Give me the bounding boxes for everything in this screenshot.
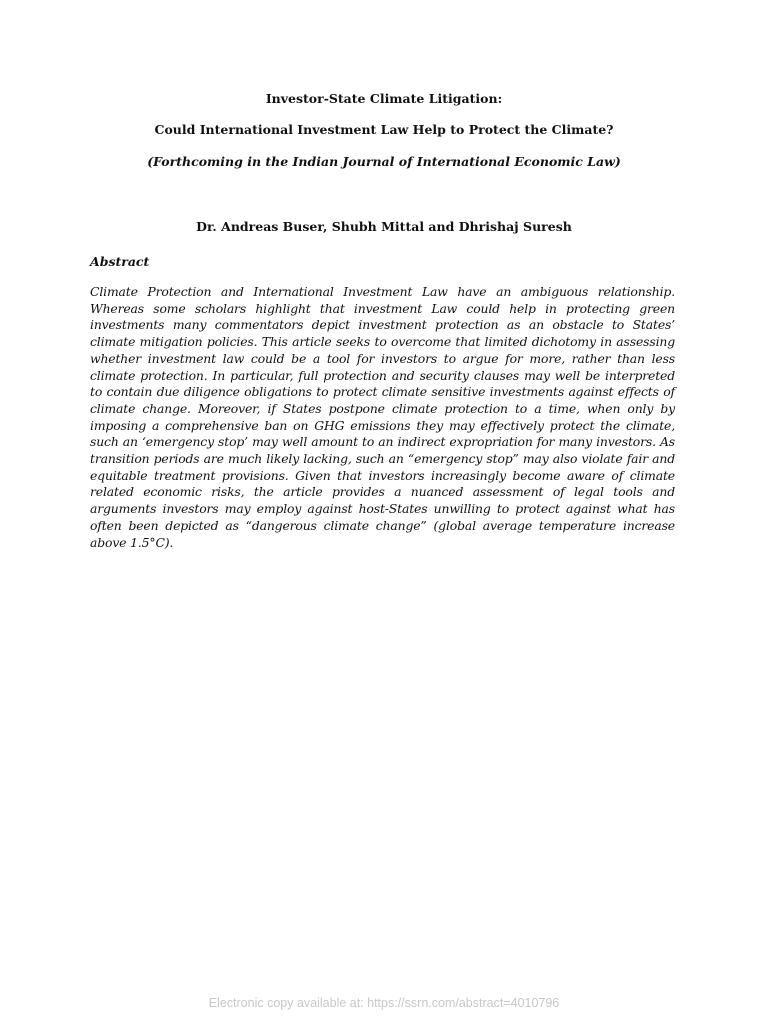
abstract-heading: Abstract (90, 254, 150, 269)
abstract-body: Climate Protection and International Investment Law have an ambiguous relationship. Whereas some scholars highlight that investment Law could help in protecting green investments many commentators depict investment protection as an obstacle to States’ climate mitigation policies. This article seeks to overcome that limited dichotomy in assessing whether investment law could be a tool for investors to argue for more, rather than less climate protection. In particular, full protection and security clauses may well be interpreted to contain due diligence obligations to protect climate sensitive investments against effects of climate change. Moreover, if States postpone climate protection to a time, when only by imposing a comprehensive ban on GHG emissions they may effectively protect the climate, such an ‘emergency stop’ may well amount to an indirect expropriation for many investors. As transition periods are much likely lacking, such an “emergency stop” may also violate fair and equitable treatment provisions. Given that investors increasingly become aware of climate related economic risks, the article provides a nuanced assessment of legal tools and arguments investors may employ against host-States unwilling to protect against what has often been depicted as “dangerous climate change” (global average temperature increase above 1.5°C). (90, 284, 675, 550)
authors: Dr. Andreas Buser, Shubh Mittal and Dhrishaj Suresh (196, 219, 572, 234)
paper-title: Investor-State Climate Litigation: (265, 91, 503, 106)
ssrn-footer: Electronic copy available at: https://ssrn.com/abstract=4010796 (208, 996, 560, 1010)
paper-subtitle: Could International Investment Law Help to Protect the Climate? (154, 122, 614, 137)
publication-note: (Forthcoming in the Indian Journal of International Economic Law) (147, 154, 621, 169)
